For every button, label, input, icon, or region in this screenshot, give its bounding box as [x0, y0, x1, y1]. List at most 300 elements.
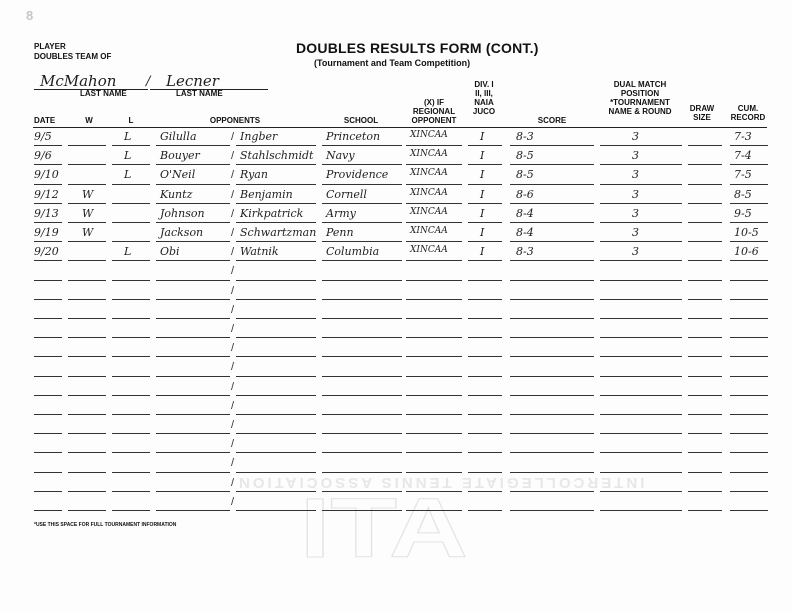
loss-cell-line [112, 337, 150, 338]
win-cell-line [68, 414, 106, 415]
date-cell[interactable]: 9/13 [34, 206, 59, 220]
header-regional [406, 98, 462, 125]
school-cell[interactable]: Columbia [326, 245, 380, 259]
school-cell-line [322, 280, 402, 281]
draw-size-cell-line [688, 452, 722, 453]
regional-cell[interactable]: XINCAA [410, 187, 448, 198]
date-cell-line [34, 337, 62, 338]
header-dual-line4: NAME & ROUND [608, 107, 672, 116]
draw-size-cell-line [688, 184, 722, 185]
school-cell-line [322, 241, 402, 242]
opponent2-cell[interactable]: Watnik [240, 245, 279, 259]
position-cell-line [600, 280, 682, 281]
position-cell-line [600, 337, 682, 338]
header-score: SCORE [537, 116, 567, 125]
division-cell[interactable]: I [480, 168, 485, 182]
school-cell[interactable]: Army [326, 206, 356, 220]
opponent-separator: / [231, 207, 235, 220]
opponent-separator: / [231, 303, 235, 316]
opponent1-cell[interactable]: Gilulla [160, 130, 197, 143]
division-cell-line [468, 376, 502, 377]
opponent-separator: / [231, 169, 235, 182]
date-cell-line [34, 299, 62, 300]
opponent2-cell[interactable]: Benjamin [240, 187, 293, 201]
position-cell[interactable]: 3 [632, 226, 639, 239]
loss-cell-line [112, 395, 150, 396]
header-dual-line1: DUAL MATCH [613, 80, 667, 89]
opponent1-cell-line [156, 280, 230, 281]
draw-size-cell-line [688, 280, 722, 281]
regional-cell-line [406, 452, 462, 453]
opponent1-cell-line [156, 203, 230, 204]
opponent1-cell-line [156, 318, 230, 319]
position-cell-line [600, 184, 682, 185]
loss-cell-line [112, 414, 150, 415]
team-separator: / [146, 74, 151, 89]
cum-record-cell-line [730, 414, 768, 415]
win-cell-line [68, 510, 106, 511]
school-cell-line [322, 299, 402, 300]
win-cell-line [68, 241, 106, 242]
regional-cell[interactable]: XINCAA [410, 226, 448, 236]
opponent1-cell-line [156, 452, 230, 453]
division-cell-line [468, 164, 502, 165]
score-cell-line [510, 395, 594, 396]
opponent2-cell[interactable]: Ingber [240, 130, 278, 143]
position-cell[interactable]: 3 [632, 130, 639, 143]
division-cell-line [468, 222, 502, 223]
player-label-line1: PLAYER [34, 42, 66, 51]
win-cell-line [68, 376, 106, 377]
school-cell-line [322, 491, 402, 492]
division-cell-line [468, 472, 502, 473]
regional-cell-line [406, 203, 462, 204]
position-cell[interactable]: 3 [632, 149, 639, 163]
date-cell-line [34, 260, 62, 261]
regional-cell-line [406, 472, 462, 473]
opponent-separator: / [231, 361, 235, 374]
header-dual-line3: *TOURNAMENT [610, 98, 670, 107]
division-cell[interactable]: I [480, 130, 485, 143]
school-cell-line [322, 184, 402, 185]
position-cell-line [600, 203, 682, 204]
regional-cell[interactable]: XINCAA [410, 245, 448, 256]
opponent2-cell-line [236, 510, 316, 511]
school-cell[interactable]: Cornell [326, 187, 367, 201]
school-cell-line [322, 395, 402, 396]
opponent-separator: / [231, 419, 235, 431]
date-cell[interactable]: 9/19 [34, 226, 59, 239]
regional-cell-line [406, 510, 462, 511]
opponent1-cell-line [156, 414, 230, 415]
date-cell-line [34, 318, 62, 319]
header-school: SCHOOL [343, 116, 379, 125]
regional-cell-line [406, 337, 462, 338]
opponent1-cell-line [156, 164, 230, 165]
opponent1-cell-line [156, 510, 230, 511]
division-cell-line [468, 184, 502, 185]
header-cum-line2: RECORD [730, 113, 766, 122]
date-cell[interactable]: 9/6 [34, 149, 52, 163]
win-cell-line [68, 164, 106, 165]
opponent-separator: / [231, 495, 235, 508]
opponent2-cell-line [236, 164, 316, 165]
draw-size-cell-line [688, 299, 722, 300]
date-cell[interactable]: 9/20 [34, 245, 59, 259]
opponent1-cell[interactable]: Obi [160, 245, 180, 259]
loss-cell-line [112, 222, 150, 223]
position-cell-line [600, 491, 682, 492]
loss-cell[interactable]: L [124, 149, 132, 163]
opponent-separator: / [231, 284, 235, 297]
school-cell-line [322, 433, 402, 434]
date-cell[interactable]: 9/5 [34, 130, 52, 143]
opponent-separator: / [231, 150, 235, 163]
position-cell-line [600, 433, 682, 434]
school-cell[interactable]: Providence [326, 168, 389, 182]
cum-record-cell-line [730, 203, 768, 204]
score-cell-line [510, 337, 594, 338]
date-cell-line [34, 164, 62, 165]
loss-cell-line [112, 260, 150, 261]
division-cell-line [468, 280, 502, 281]
last-name-label-2: LAST NAME [176, 89, 223, 98]
win-cell-line [68, 203, 106, 204]
score-cell-line [510, 414, 594, 415]
score-cell[interactable]: 8-5 [516, 149, 534, 163]
win-cell-line [68, 299, 106, 300]
position-cell-line [600, 145, 682, 146]
score-cell-line [510, 184, 594, 185]
score-cell[interactable]: 8-3 [516, 130, 534, 143]
opponent-separator: / [231, 457, 235, 470]
draw-size-cell-line [688, 222, 722, 223]
division-cell[interactable]: I [480, 245, 485, 259]
opponent2-cell-line [236, 318, 316, 319]
loss-cell-line [112, 510, 150, 511]
opponent-separator: / [231, 342, 235, 355]
cum-record-cell-line [730, 318, 768, 319]
regional-cell-line [406, 299, 462, 300]
opponent1-cell-line [156, 395, 230, 396]
header-regional-line3: OPPONENT [411, 116, 457, 125]
score-cell-line [510, 145, 594, 146]
school-cell[interactable]: Penn [326, 226, 354, 239]
header-dual-match [600, 80, 680, 116]
win-cell-line [68, 337, 106, 338]
opponent1-cell-line [156, 222, 230, 223]
draw-size-cell-line [688, 491, 722, 492]
regional-cell-line [406, 164, 462, 165]
cum-record-cell[interactable]: 7-4 [734, 149, 752, 163]
position-cell[interactable]: 3 [632, 206, 639, 220]
division-cell-line [468, 395, 502, 396]
opponent-separator: / [231, 265, 235, 278]
division-cell-line [468, 491, 502, 492]
loss-cell-line [112, 452, 150, 453]
school-cell-line [322, 356, 402, 357]
opponent2-cell-line [236, 203, 316, 204]
school-cell-line [322, 145, 402, 146]
opponent2-cell[interactable]: Schwartzman [240, 226, 317, 239]
cum-record-cell[interactable]: 7-3 [734, 130, 752, 143]
opponent2-cell-line [236, 337, 316, 338]
division-cell-line [468, 433, 502, 434]
header-division [466, 80, 502, 116]
division-cell-line [468, 510, 502, 511]
division-cell-line [468, 318, 502, 319]
form-subtitle: (Tournament and Team Competition) [314, 58, 471, 68]
position-cell-line [600, 395, 682, 396]
header-draw-line2: SIZE [693, 113, 711, 122]
header-w: W [85, 116, 93, 125]
regional-cell-line [406, 356, 462, 357]
opponent2-cell[interactable]: Stahlschmidt [240, 149, 314, 163]
position-cell-line [600, 472, 682, 473]
position-cell[interactable]: 3 [632, 187, 639, 201]
division-cell-line [468, 337, 502, 338]
score-cell[interactable]: 8-4 [516, 226, 534, 239]
loss-cell-line [112, 491, 150, 492]
regional-cell-line [406, 260, 462, 261]
division-cell[interactable]: I [480, 226, 485, 239]
score-cell-line [510, 164, 594, 165]
cum-record-cell[interactable]: 7-5 [734, 168, 752, 182]
position-cell-line [600, 241, 682, 242]
win-cell[interactable]: W [82, 226, 94, 239]
player2-name[interactable]: Lecner [166, 72, 219, 90]
draw-size-cell-line [688, 337, 722, 338]
opponent-separator: / [231, 380, 235, 393]
division-cell-line [468, 145, 502, 146]
opponent-separator: / [231, 246, 235, 259]
position-cell-line [600, 376, 682, 377]
cum-record-cell-line [730, 280, 768, 281]
header-regional-line1: (X) IF [424, 98, 444, 107]
position-cell-line [600, 510, 682, 511]
draw-size-cell-line [688, 510, 722, 511]
school-cell-line [322, 337, 402, 338]
draw-size-cell-line [688, 356, 722, 357]
date-cell-line [34, 395, 62, 396]
cum-record-cell[interactable]: 10-6 [734, 245, 759, 259]
date-cell-line [34, 414, 62, 415]
school-cell[interactable]: Princeton [326, 130, 381, 143]
cum-record-cell[interactable]: 10-5 [734, 226, 759, 239]
opponent2-cell-line [236, 376, 316, 377]
player-label-line2: DOUBLES TEAM OF [34, 52, 112, 61]
cum-record-cell-line [730, 452, 768, 453]
opponent1-cell-line [156, 472, 230, 473]
score-cell[interactable]: 8-3 [516, 245, 534, 259]
position-cell-line [600, 164, 682, 165]
form-title: DOUBLES RESULTS FORM (CONT.) [296, 40, 539, 56]
loss-cell[interactable]: L [124, 130, 132, 143]
header-regional-line2: REGIONAL [412, 107, 456, 116]
draw-size-cell-line [688, 472, 722, 473]
date-cell-line [34, 184, 62, 185]
loss-cell[interactable]: L [124, 168, 132, 182]
draw-size-cell-line [688, 414, 722, 415]
cum-record-cell-line [730, 145, 768, 146]
loss-cell-line [112, 164, 150, 165]
opponent2-cell-line [236, 452, 316, 453]
regional-cell-line [406, 318, 462, 319]
draw-size-cell-line [688, 260, 722, 261]
player-label [34, 42, 111, 62]
score-cell[interactable]: 8-4 [516, 206, 534, 220]
cum-record-cell-line [730, 337, 768, 338]
regional-cell[interactable]: XINCAA [410, 130, 448, 140]
draw-size-cell-line [688, 395, 722, 396]
division-cell-line [468, 356, 502, 357]
school-cell-line [322, 414, 402, 415]
regional-cell-line [406, 280, 462, 281]
regional-cell-line [406, 395, 462, 396]
draw-size-cell-line [688, 203, 722, 204]
school-cell-line [322, 510, 402, 511]
win-cell[interactable]: W [82, 187, 94, 201]
header-date: DATE [34, 116, 56, 125]
opponent-separator: / [231, 399, 235, 412]
win-cell-line [68, 452, 106, 453]
draw-size-cell-line [688, 145, 722, 146]
opponent1-cell[interactable]: Bouyer [160, 149, 200, 163]
school-cell[interactable]: Navy [326, 149, 355, 163]
division-cell-line [468, 203, 502, 204]
loss-cell-line [112, 184, 150, 185]
opponent2-cell-line [236, 260, 316, 261]
regional-cell-line [406, 241, 462, 242]
opponent-separator: / [231, 131, 235, 143]
score-cell-line [510, 356, 594, 357]
draw-size-cell-line [688, 164, 722, 165]
cum-record-cell-line [730, 164, 768, 165]
loss-cell-line [112, 356, 150, 357]
score-cell-line [510, 299, 594, 300]
cum-record-cell-line [730, 299, 768, 300]
opponent-separator: / [231, 476, 235, 489]
position-cell[interactable]: 3 [632, 168, 639, 182]
date-cell-line [34, 472, 62, 473]
header-draw-line1: DRAW [689, 104, 715, 113]
regional-cell-line [406, 184, 462, 185]
regional-cell-line [406, 376, 462, 377]
cum-record-cell-line [730, 260, 768, 261]
header-division-line1: DIV. I [474, 80, 494, 89]
header-dual-line2: POSITION [620, 89, 660, 98]
loss-cell-line [112, 145, 150, 146]
win-cell-line [68, 491, 106, 492]
opponent1-cell-line [156, 337, 230, 338]
opponent1-cell[interactable]: Jackson [160, 226, 204, 239]
header-cum-record [728, 104, 768, 122]
score-cell-line [510, 203, 594, 204]
opponent1-cell[interactable]: Johnson [160, 206, 205, 220]
date-cell-line [34, 241, 62, 242]
division-cell-line [468, 241, 502, 242]
footnote: *USE THIS SPACE FOR FULL TOURNAMENT INFORMATION [34, 522, 177, 528]
score-cell-line [510, 280, 594, 281]
regional-cell-line [406, 222, 462, 223]
opponent2-cell-line [236, 299, 316, 300]
opponent-separator: / [231, 227, 235, 239]
school-cell-line [322, 222, 402, 223]
position-cell-line [600, 452, 682, 453]
regional-cell[interactable]: XINCAA [410, 168, 448, 179]
opponent-separator: / [231, 188, 235, 201]
cum-record-cell-line [730, 395, 768, 396]
opponent1-cell-line [156, 376, 230, 377]
regional-cell[interactable]: XINCAA [410, 206, 448, 217]
win-cell-line [68, 184, 106, 185]
school-cell-line [322, 203, 402, 204]
school-cell-line [322, 260, 402, 261]
opponent2-cell-line [236, 222, 316, 223]
header-opponents: OPPONENTS [209, 116, 261, 125]
date-cell[interactable]: 9/10 [34, 168, 59, 182]
opponent1-cell-line [156, 433, 230, 434]
opponent2-cell-line [236, 356, 316, 357]
division-cell[interactable]: I [480, 206, 485, 220]
score-cell-line [510, 241, 594, 242]
position-cell[interactable]: 3 [632, 245, 639, 259]
regional-cell-line [406, 145, 462, 146]
loss-cell[interactable]: L [124, 245, 132, 259]
opponent1-cell[interactable]: Kuntz [160, 187, 193, 201]
position-cell-line [600, 318, 682, 319]
opponent2-cell-line [236, 184, 316, 185]
school-cell-line [322, 164, 402, 165]
score-cell-line [510, 260, 594, 261]
school-cell-line [322, 472, 402, 473]
cum-record-cell[interactable]: 9-5 [734, 206, 752, 220]
opponent2-cell[interactable]: Ryan [240, 168, 268, 182]
date-cell-line [34, 145, 62, 146]
cum-record-cell-line [730, 472, 768, 473]
regional-cell[interactable]: XINCAA [410, 149, 448, 160]
score-cell-line [510, 452, 594, 453]
win-cell[interactable]: W [82, 206, 94, 220]
division-cell[interactable]: I [480, 149, 485, 163]
opponent2-cell[interactable]: Kirkpatrick [240, 206, 304, 220]
opponent1-cell-line [156, 260, 230, 261]
win-cell-line [68, 280, 106, 281]
win-cell-line [68, 145, 106, 146]
opponent1-cell-line [156, 356, 230, 357]
opponent1-cell-line [156, 299, 230, 300]
loss-cell-line [112, 280, 150, 281]
date-cell[interactable]: 9/12 [34, 187, 59, 201]
loss-cell-line [112, 433, 150, 434]
school-cell-line [322, 376, 402, 377]
division-cell-line [468, 260, 502, 261]
score-cell[interactable]: 8-6 [516, 187, 534, 201]
score-cell[interactable]: 8-5 [516, 168, 534, 182]
regional-cell-line [406, 433, 462, 434]
player1-name[interactable]: McMahon [40, 72, 117, 90]
opponent1-cell-line [156, 491, 230, 492]
cum-record-cell-line [730, 433, 768, 434]
opponent1-cell[interactable]: O'Neil [160, 168, 196, 182]
header-draw-size [684, 104, 720, 122]
cum-record-cell[interactable]: 8-5 [734, 187, 752, 201]
position-cell-line [600, 260, 682, 261]
division-cell[interactable]: I [480, 187, 485, 201]
draw-size-cell-line [688, 376, 722, 377]
last-name-label-1: LAST NAME [80, 89, 127, 98]
cum-record-cell-line [730, 184, 768, 185]
